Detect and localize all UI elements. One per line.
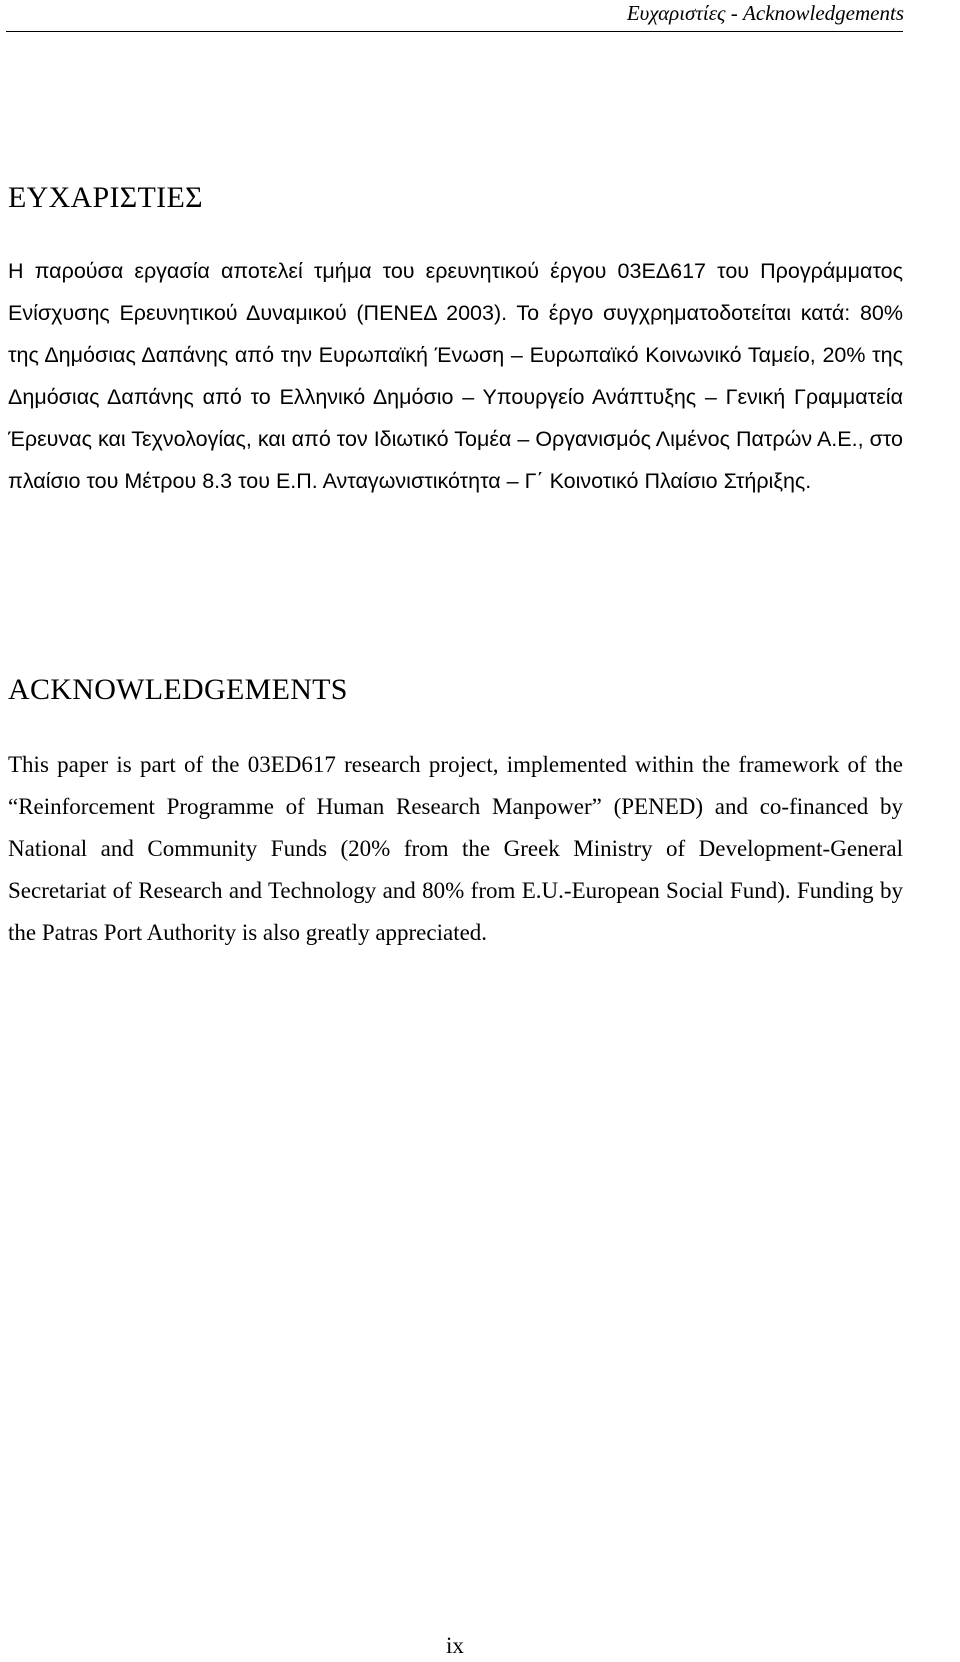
page-number: ix [446,1633,464,1658]
english-acknowledgements-section [8,672,903,954]
greek-acknowledgements-section [8,180,903,502]
greek-paragraph: Η παρούσα εργασία αποτελεί τμήμα του ερευνητικού έργου 03ΕΔ617 του Προγράμματος Ενίσχυσης Ερευνητικού Δυναμικού (ΠΕΝΕΔ 2003). Το έργο συγχρηματοδοτείται κατά: 80% της Δημόσιας Δαπάνης από την Ευρωπαϊκή Ένωση – Ευρωπαϊκό Κοινωνικό Ταμείο, 20% της Δημόσιας Δαπάνης από το Ελληνικό Δημόσιο – Υπουργείο Ανάπτυξης – Γενική Γραμματεία Έρευνας και Τεχνολογίας, και από τον Ιδιωτικό Τομέα – Οργανισμός Λιμένος Πατρών Α.Ε., στο πλαίσιο του Μέτρου 8.3 του Ε.Π. Ανταγωνιστικότητα – Γ΄ Κοινοτικό Πλαίσιο Στήριξης. [8,259,903,493]
running-header: Ευχαριστίες - Acknowledgements [626,1,904,25]
header-divider [6,31,903,32]
greek-heading: ΕΥΧΑΡΙΣΤΙΕΣ [8,181,203,214]
english-paragraph: This paper is part of the 03ED617 research project, implemented within the framework of the “Reinforcement Programme of Human Research Manpower” (PENED) and co-financed by National and Community Funds (20% from the Greek Ministry of Development-General Secretariat of Research and Technology and 80% from E.U.-European Social Fund). Funding by the Patras Port Authority is also greatly appreciated. [8,752,903,945]
english-heading: ACKNOWLEDGEMENTS [8,673,348,706]
